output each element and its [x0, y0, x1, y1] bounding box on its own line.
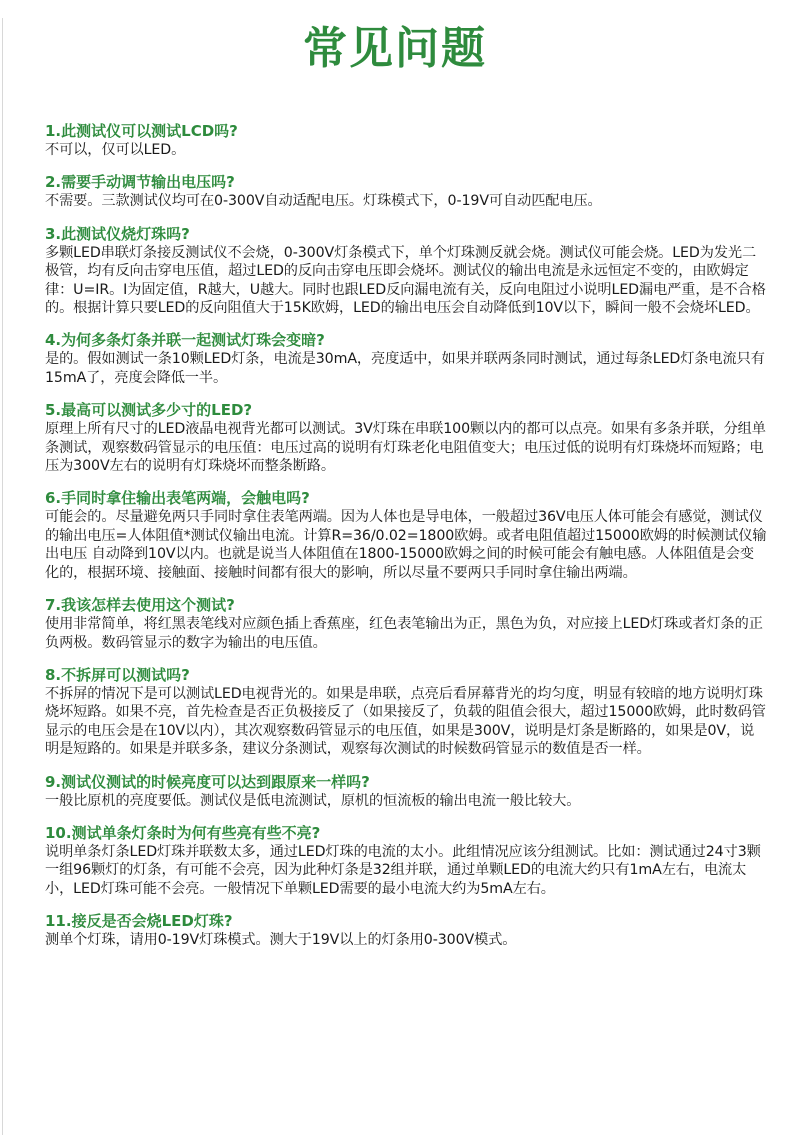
faq-item-3: [45, 225, 767, 318]
faq-answer: 多颗LED串联灯条接反测试仪不会烧，0-300V灯条模式下，单个灯珠测反就会烧。测试仪可能会烧。LED为发光二极管，均有反向击穿电压值，超过LED的反向击穿电压即会烧坏。测试仪的输出电流是永远恒定不变的，由欧姆定律：U=IR。I为固定值，R越大，U越大。同时也跟LED反向漏电流有关，反向电阻过小说明LED漏电严重，是不合格的。根据计算只要LED的反向阻值大于15K欧姆，LED的输出电压会自动降低到10V以下，瞬间一般不会烧坏LED。: [45, 244, 766, 317]
faq-question: 8.不拆屏可以测试吗?: [45, 665, 190, 684]
faq-item-8: [45, 666, 767, 759]
faq-item-4: [45, 331, 767, 387]
faq-answer: 使用非常简单，将红黑表笔线对应颜色插上香蕉座，红色表笔输出为正，黑色为负，对应接上LED灯珠或者灯条的正负两极。数码管显示的数字为输出的电压值。: [45, 616, 763, 651]
faq-question: 7.我该怎样去使用这个测试?: [45, 596, 235, 615]
faq-question: 4.为何多条灯条并联一起测试灯珠会变暗?: [45, 331, 325, 350]
page-title: 常见问题: [303, 23, 487, 74]
faq-answer: 原理上所有尺寸的LED液晶电视背光都可以测试。3V灯珠在串联100颗以内的都可以点亮。如果有多条并联，分组单条测试，观察数码管显示的电压值：电压过高的说明有灯珠老化电阻值变大；电压过低的说明有灯珠烧坏而短路；电压为300V左右的说明有灯珠烧坏而整条断路。: [45, 421, 766, 475]
faq-item-7: [45, 596, 767, 652]
faq-question: 1.此测试仪可以测试LCD吗?: [45, 122, 238, 140]
faq-question: 2.需要手动调节输出电压吗?: [45, 173, 235, 192]
faq-item-5: [45, 401, 767, 475]
faq-question: 10.测试单条灯条时为何有些亮有些不亮?: [45, 823, 321, 842]
faq-answer: 不可以，仅可以LED。: [45, 142, 186, 158]
faq-question: 6.手同时拿住输出表笔两端，会触电吗?: [45, 489, 310, 508]
faq-question: 5.最高可以测试多少寸的LED?: [45, 401, 253, 420]
faq-answer: 一般比原机的亮度要低。测试仪是低电流测试，原机的恒流板的输出电流一般比较大。: [45, 792, 581, 809]
faq-item-10: [45, 824, 767, 898]
faq-item-9: [45, 773, 767, 810]
faq-answer: 测单个灯珠，请用0-19V灯珠模式。测大于19V以上的灯条用0-300V模式。: [45, 932, 517, 949]
faq-item-6: [45, 489, 767, 582]
faq-question: 3.此测试仪烧灯珠吗?: [45, 224, 190, 243]
faq-question: 9.测试仪测试的时候亮度可以达到跟原来一样吗?: [45, 772, 370, 791]
faq-item-1: [45, 122, 767, 159]
page-edge-line: [2, 18, 3, 1135]
faq-question: 11.接反是否会烧LED灯珠?: [45, 912, 233, 931]
faq-list: [45, 122, 767, 964]
faq-answer: 说明单条灯条LED灯珠并联数太多，通过LED灯珠的电流的太小。此组情况应该分组测试。比如：测试通过24寸3颗一组96颗灯的灯条，有可能不会亮，因为此种灯条是32组并联，通过单颗LED的电流大约只有1mA左右，电流太小，LED灯珠可能不会亮。一般情况下单颗LED需要的最小电流大约为5mA左右。: [45, 843, 761, 897]
faq-item-2: [45, 173, 767, 210]
faq-answer: 是的。假如测试一条10颗LED灯条，电流是30mA，亮度适中，如果并联两条同时测试，通过每条LED灯条电流只有15mA了，亮度会降低一半。: [45, 351, 765, 386]
faq-answer: 不拆屏的情况下是可以测试LED电视背光的。如果是串联，点亮后看屏幕背光的均匀度，明显有较暗的地方说明灯珠烧坏短路。如果不亮，首先检查是否正负极接反了（如果接反了，负载的阻值会很大，超过15000欧姆，此时数码管显示的电压会是在10V以内），其次观察数码管显示的电压值，如果是300V，说明是灯条是断路的，如果是0V，说明是短路的。如果是并联多条，建议分条测试，观察每次测试的时候数码管显示的数值是否一样。: [45, 685, 766, 758]
faq-answer: 不需要。三款测试仪均可在0-300V自动适配电压。灯珠模式下，0-19V可自动匹配电压。: [45, 193, 602, 210]
faq-answer: 可能会的。尽量避免两只手同时拿住表笔两端。因为人体也是导电体，一般超过36V电压人体可能会有感觉，测试仪的输出电压=人体阻值*测试仪输出电流。计算R=36/0.02=1800欧姆。或者电阻值超过15000欧姆的时候测试仪输出电压 自动降到10V以内。也就是说当人体阻值在1800-15000欧姆之间的时候可能会有触电感。人体阻值是会变化的，根据环境、接触面、接触时间都有很大的影响，所以尽量不要两只手同时拿住输出两端。: [45, 509, 767, 581]
faq-item-11: [45, 912, 767, 949]
